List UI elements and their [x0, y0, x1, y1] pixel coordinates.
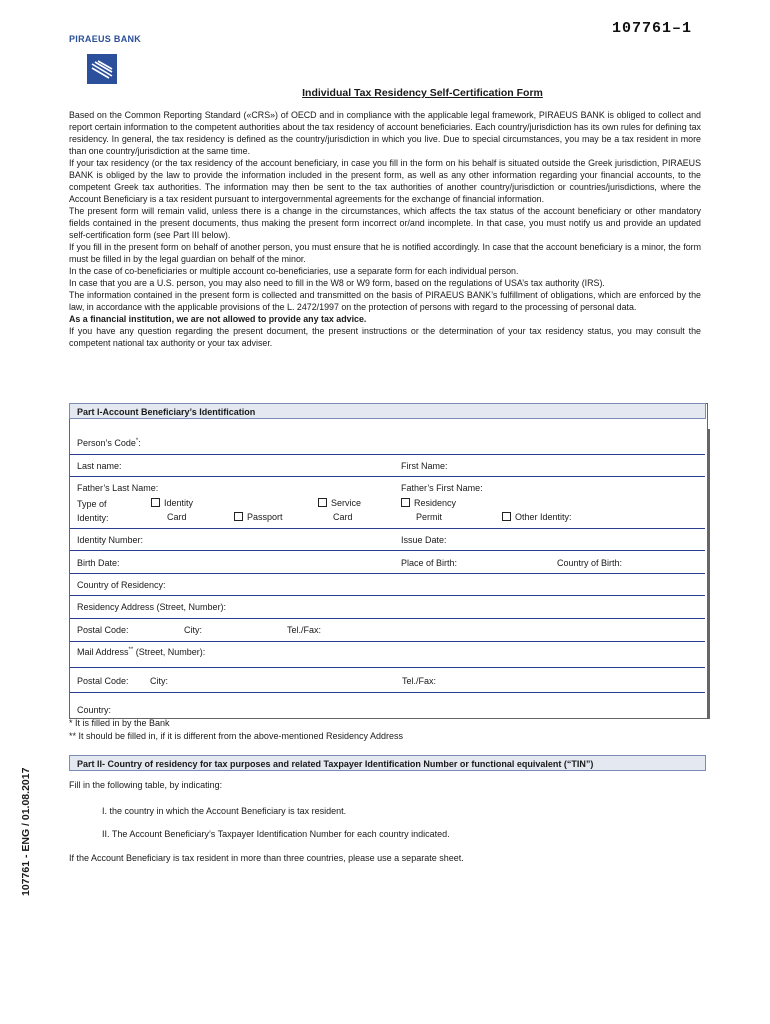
issue-date-label: Issue Date: [401, 535, 447, 545]
intro-paragraph: If you fill in the present form on behalf of another person, you must ensure that he is notified accordingly. In case that the account beneficiary is a minor, the form must be filled in by the legal guardian on behalf of the minor. [69, 242, 701, 264]
identity-card-checkbox[interactable] [151, 498, 160, 507]
separate-sheet-note: If the Account Beneficiary is tax resident in more than three countries, please use a separate sheet. [69, 853, 464, 863]
intro-text [69, 109, 701, 349]
instruction-item-2: II. The Account Beneficiary’s Taxpayer Identification Number for each country indicated. [102, 829, 450, 839]
footnote-bank: * It is filled in by the Bank [69, 718, 170, 728]
document-number: 107761–1 [612, 20, 693, 37]
form-title: Individual Tax Residency Self-Certification Form [302, 87, 543, 99]
place-of-birth-label: Place of Birth: [401, 558, 458, 568]
postal-code-label: Postal Code: [77, 625, 129, 635]
tel-fax-label: Tel./Fax: [287, 625, 322, 635]
intro-paragraph: In the case of co-beneficiaries or multiple account co-beneficiaries, use a separate form for each individual person. [69, 266, 519, 276]
type-of-label: Type of [77, 499, 107, 509]
postal-row [70, 618, 705, 642]
passport-option[interactable]: Passport [234, 512, 283, 522]
identity-number-row [70, 528, 705, 551]
identity-number-label: Identity Number: [77, 535, 144, 545]
intro-paragraph: The present form will remain valid, unless there is a change in the circumstances, which affects the tax status of the account beneficiary or other mandatory fields contained in the present documents, thus making the present form incorrect or/and incomplete. In that case, you must notify us and provide an updated self-certification form (see Part III below). [69, 206, 701, 240]
identity-card-option[interactable]: Identity [151, 498, 193, 508]
first-name-label: First Name: [401, 461, 448, 471]
fill-in-instruction: Fill in the following table, by indicating: [69, 780, 223, 790]
form-code-side-label: 107761 - ENG / 01.08.2017 [20, 767, 32, 896]
passport-checkbox[interactable] [234, 512, 243, 521]
mail-address-label: Mail Address** (Street, Number): [77, 647, 206, 657]
fathers-first-name-label: Father’s First Name: [401, 483, 483, 493]
residency-permit-checkbox[interactable] [401, 498, 410, 507]
service-card-option[interactable]: Service [318, 498, 361, 508]
no-tax-advice-notice: As a financial institution, we are not allowed to provide any tax advice. [69, 314, 367, 324]
persons-code-label: Person’s Code*: [77, 438, 141, 448]
bank-name: PIRAEUS BANK [69, 34, 142, 44]
service-card-checkbox[interactable] [318, 498, 327, 507]
service-card-option-label: Card [333, 512, 353, 522]
part1-header: Part I-Account Beneficiary’s Identification [69, 403, 706, 419]
country-of-birth-label: Country of Birth: [557, 558, 623, 568]
footnote-mail-address: ** It should be filled in, if it is different from the above-mentioned Residency Address [69, 731, 404, 741]
mail-tel-fax-label: Tel./Fax: [402, 676, 437, 686]
bank-logo [87, 54, 117, 84]
other-identity-checkbox[interactable] [502, 512, 511, 521]
last-name-label: Last name: [77, 461, 122, 471]
residency-permit-option[interactable]: Residency [401, 498, 456, 508]
instruction-item-1: I. the country in which the Account Beneficiary is tax resident. [102, 806, 347, 816]
intro-paragraph: Based on the Common Reporting Standard («CRS») of OECD and in compliance with the applicable legal framework, PIRAEUS BANK is obliged to collect and report certain information to the competent authorities about the tax residency of account beneficiaries. Each country/jurisdiction has its own rules for defining tax residency. In general, the tax residency is defined as the country/jurisdiction in which you live. Due to special circumstances, you may be a tax resident in more than one country/jurisdiction at the same time. [69, 110, 701, 156]
other-identity-option[interactable]: Other Identity: [502, 512, 572, 522]
intro-paragraph: In case that you are a U.S. person, you may also need to fill in the W8 or W9 form, based on the regulations of USA’s tax authority (IRS). [69, 278, 605, 288]
part2-header: Part II- Country of residency for tax purposes and related Taxpayer Identification Number or functional equivalent (“TIN”) [69, 755, 706, 771]
intro-paragraph: If your tax residency (or the tax residency of the account beneficiary, in case you fill in the form on his behalf is situated outside the Greek jurisdiction, PIRAEUS BANK is obliged by the law to provide the information included in the present form, as well as any other information regarding your financial accounts, to the competent Greek tax authorities. The information may then be sent to the tax authorities of another country/jurisdiction or countries/jurisdictions, where the Account Beneficiary is a tax resident pursuant to intergovernmental agreements for the exchange of financial information. [69, 158, 701, 204]
city-label: City: [184, 625, 202, 635]
residency-address-label: Residency Address (Street, Number): [77, 602, 227, 612]
residency-permit-option-label: Permit [416, 512, 443, 522]
fathers-last-name-label: Father’s Last Name: [77, 483, 159, 493]
country-of-residency-label: Country of Residency: [77, 580, 166, 590]
persons-code-row [70, 428, 705, 455]
mail-postal-code-label: Postal Code: [77, 676, 129, 686]
identity-label: Identity: [77, 513, 109, 523]
intro-paragraph: If you have any question regarding the present document, the present instructions or the determination of your tax residency status, you may consult the competent national tax authority or your tax adviser. [69, 326, 701, 348]
mail-city-label: City: [150, 676, 168, 686]
identity-card-option-label: Card [167, 512, 187, 522]
name-row [70, 454, 705, 477]
birth-date-label: Birth Date: [77, 558, 120, 568]
country-label: Country: [77, 705, 112, 715]
intro-paragraph: The information contained in the present form is collected and transmitted on the basis of PIRAEUS BANK’s fulfillment of obligations, which are enforced by the law, in accordance with the applicable provisions of the L. 2472/1997 on the protection of persons with regard to the processing of personal data. [69, 290, 701, 312]
